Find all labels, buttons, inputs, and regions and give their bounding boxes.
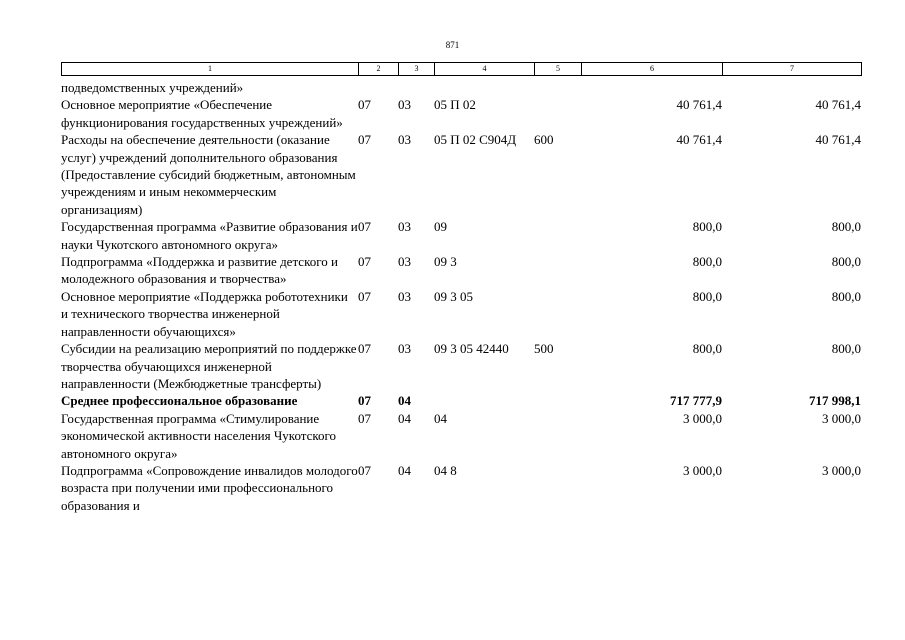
- row-section-cell: 07: [358, 393, 371, 409]
- row-expense-type-cell: 600: [534, 132, 554, 148]
- row-name-cell: Подпрограмма «Сопровождение инвалидов молодого возраста при получении ими профессионального образования и: [61, 462, 358, 513]
- row-subsection-cell: 03: [398, 219, 411, 235]
- header-col-5: 5: [535, 63, 582, 76]
- row-expense-type-cell: [534, 79, 581, 96]
- row-amount-year2-cell: 3 000,0: [822, 410, 861, 426]
- table-row: [61, 288, 861, 340]
- row-amount-year1-cell: 3 000,0: [683, 410, 722, 426]
- row-amount-year1-cell: 800,0: [692, 219, 722, 235]
- row-amount-year1-cell: [581, 79, 722, 96]
- table-row: [61, 253, 861, 288]
- row-subsection-cell: 04: [398, 393, 411, 409]
- row-name-cell: Государственная программа «Стимулирование экономической активности населения Чукотского автономного округа»: [61, 410, 337, 461]
- row-subsection-cell: 04: [398, 462, 411, 478]
- header-col-3: 3: [399, 63, 435, 76]
- row-amount-year2-cell: [722, 79, 861, 96]
- row-section-cell: [358, 79, 398, 96]
- row-target-article-cell: 05 П 02: [434, 97, 476, 113]
- row-amount-year2-cell: 800,0: [831, 288, 861, 304]
- header-col-4: 4: [435, 63, 535, 76]
- row-target-article-cell: 05 П 02 С904Д: [434, 132, 517, 148]
- row-expense-type-cell: 500: [534, 341, 554, 357]
- row-amount-year1-cell: 40 761,4: [676, 97, 722, 113]
- row-name-cell: подведомственных учреждений»: [61, 80, 244, 95]
- header-col-7: 7: [723, 63, 862, 76]
- row-amount-year2-cell: 3 000,0: [822, 462, 861, 478]
- row-name-cell: Государственная программа «Развитие образования и науки Чукотского автономного округа»: [61, 219, 358, 252]
- row-subsection-cell: [398, 79, 434, 96]
- row-subsection-cell: 03: [398, 254, 411, 270]
- header-col-6: 6: [582, 63, 723, 76]
- row-name-cell: Субсидии на реализацию мероприятий по поддержке творчества обучающихся инженерной направленности (Межбюджетные трансферты): [61, 341, 357, 391]
- row-target-article-cell: 09 3 05 42440: [434, 341, 509, 357]
- row-expense-type-cell: [534, 288, 581, 340]
- row-amount-year1-cell: 800,0: [692, 288, 722, 304]
- row-subsection-cell: 03: [398, 288, 411, 304]
- row-section-cell: 07: [358, 254, 371, 270]
- table-row: [61, 79, 861, 96]
- table-row: [61, 410, 861, 462]
- row-name-cell: Подпрограмма «Поддержка и развитие детского и молодежного образования и творчества»: [61, 254, 338, 287]
- row-expense-type-cell: [534, 96, 581, 131]
- header-col-1: 1: [62, 63, 359, 76]
- row-expense-type-cell: [534, 253, 581, 288]
- header-row: [62, 63, 862, 76]
- row-target-article-cell: 04: [434, 410, 447, 426]
- row-target-article-cell: 04 8: [434, 462, 457, 478]
- row-amount-year2-cell: 800,0: [831, 219, 861, 235]
- row-amount-year2-cell: 800,0: [831, 341, 861, 357]
- table-row: [61, 131, 861, 218]
- row-target-article-cell: 09 3 05: [434, 288, 473, 304]
- row-name-cell: Среднее профессиональное образование: [61, 393, 298, 409]
- header-col-2: 2: [359, 63, 399, 76]
- row-target-article-cell: 09 3: [434, 254, 457, 270]
- row-section-cell: 07: [358, 462, 371, 478]
- row-subsection-cell: 03: [398, 341, 411, 357]
- row-section-cell: 07: [358, 219, 371, 235]
- row-name-cell: Основное мероприятие «Обеспечение функционирования государственных учреждений»: [61, 97, 343, 130]
- table-row: [61, 392, 861, 409]
- table-row: [61, 96, 861, 131]
- row-subsection-cell: 03: [398, 132, 411, 148]
- row-name-cell: Основное мероприятие «Поддержка робототехники и технического творчества инженерной направленности обучающихся»: [61, 288, 348, 339]
- row-section-cell: 07: [358, 288, 371, 304]
- table-row: [61, 462, 861, 514]
- row-target-article-cell: [434, 392, 534, 409]
- row-expense-type-cell: [534, 410, 581, 462]
- row-name-cell: Расходы на обеспечение деятельности (оказание услуг) учреждений дополнительного образования (Предоставление субсидий бюджетным, автономным учреждениям и иным некоммерческим организациям): [61, 132, 356, 217]
- column-number-header: [61, 62, 862, 76]
- table-row: [61, 340, 861, 392]
- row-amount-year1-cell: 40 761,4: [676, 132, 722, 148]
- row-amount-year2-cell: 40 761,4: [815, 97, 861, 113]
- row-expense-type-cell: [534, 392, 581, 409]
- row-amount-year1-cell: 800,0: [692, 341, 722, 357]
- row-amount-year1-cell: 3 000,0: [683, 462, 722, 478]
- row-section-cell: 07: [358, 97, 371, 113]
- row-target-article-cell: 09: [434, 219, 447, 235]
- row-amount-year1-cell: 800,0: [692, 254, 722, 270]
- page-number: 871: [445, 40, 460, 50]
- row-expense-type-cell: [534, 462, 581, 514]
- row-amount-year2-cell: 717 998,1: [809, 393, 861, 409]
- row-subsection-cell: 03: [398, 97, 411, 113]
- row-amount-year2-cell: 800,0: [831, 254, 861, 270]
- row-section-cell: 07: [358, 341, 371, 357]
- row-expense-type-cell: [534, 218, 581, 253]
- row-amount-year2-cell: 40 761,4: [815, 132, 861, 148]
- row-section-cell: 07: [358, 410, 371, 426]
- budget-table: [61, 79, 861, 514]
- row-amount-year1-cell: 717 777,9: [670, 393, 722, 409]
- row-section-cell: 07: [358, 132, 371, 148]
- row-target-article-cell: [434, 79, 534, 96]
- table-row: [61, 218, 861, 253]
- row-subsection-cell: 04: [398, 410, 411, 426]
